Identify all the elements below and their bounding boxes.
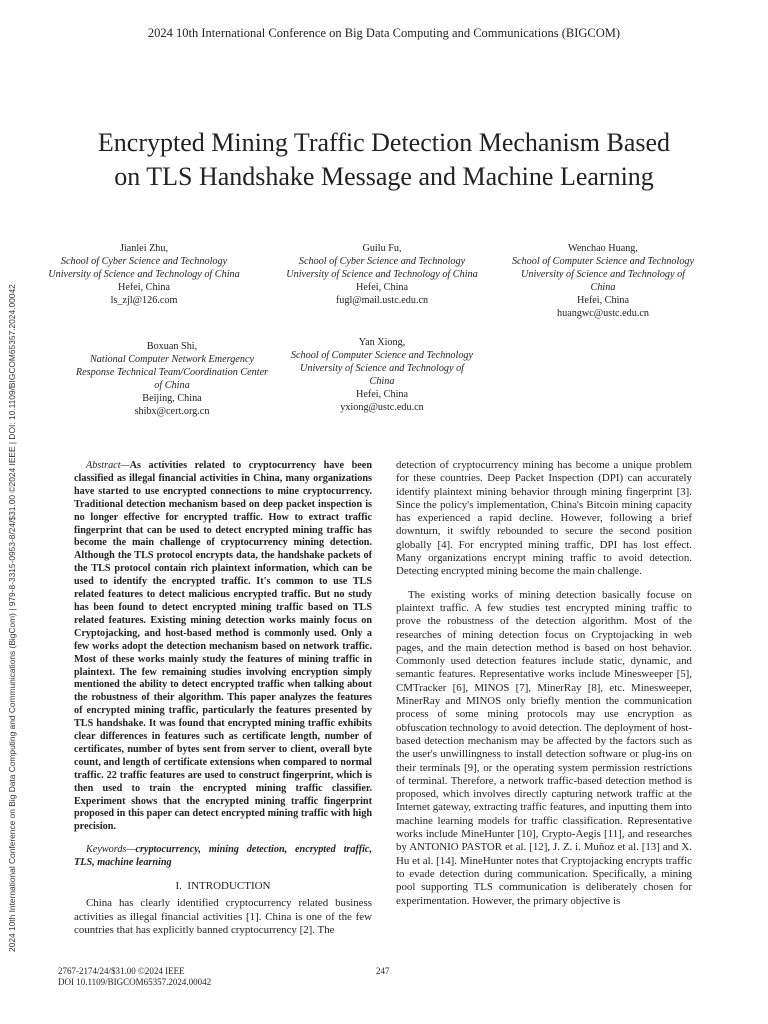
right-column xyxy=(396,459,692,908)
conference-header: 2024 10th International Conference on Big Data Computing and Communications (BIGCOM) xyxy=(147,26,621,40)
author-affiliation: School of Computer Science and Technology xyxy=(290,350,474,361)
author-name: Guilu Fu, xyxy=(362,243,402,254)
footer-issn: 2767-2174/24/$31.00 ©2024 IEEE xyxy=(58,966,185,976)
author-block-3 xyxy=(490,242,716,320)
keywords-text: cryptocurrency, mining detection, encrypted traffic, TLS, machine learning xyxy=(74,844,372,869)
author-university: University of Science and Technology of China xyxy=(300,363,464,387)
author-block-5 xyxy=(278,336,486,414)
footer-doi: DOI 10.1109/BIGCOM65357.2024.00042 xyxy=(58,977,212,987)
abstract-lead: Abstract— xyxy=(86,460,130,471)
paper-title: Encrypted Mining Traffic Detection Mechanism Based on TLS Handshake Message and Machine Learning xyxy=(97,128,671,191)
author-email: ls_zjl@126.com xyxy=(110,295,178,306)
body-paragraph-2: The existing works of mining detection basically focuse on plaintext traffic. A few studies test encrypted mining traffic to prove the robustness of the detection algorithm. Most of the researches of mining detection focus on Cryptojacking in web pages, and the main detection method is based on host behavior. Commonly used detection features include static, dynamic, and semantic features. Representative works include Minesweeper [5], CMTracker [6], MINOS [7], MinerRay [8], etc. Minesweeper, MinerRay and MINOS only briefly mention the communication process of some mining protocols may use encryption as obfuscation technology to avoid detection. The deployment of host-based detection mechanism may be affected by the factors such as the user's unwillingness to install detection software or plug-ins on their terminals [9], or the operating system permission restrictions of terminal. Therefore, a network traffic-based detection method is proposed, which involves directly capturing network traffic at the Internet gateway, extracting traffic features, and inputting them into machine learning models for traffic classification. Representative works include MineHunter [10], Crypto-Aegis [11], and researches by ANTONIO PASTOR et al. [12], J. Z. i. Muñoz et al. [13] and X. Hu et al. [14]. MineHunter notes that Cryptojacking encrypts traffic to evade detection during communication. Specifically, a mining pool supporting TLS communication is deliberately chosen for experimentation. However, the primary objective is xyxy=(396,588,692,907)
author-university: University of Science and Technology of China xyxy=(521,269,685,293)
author-city: Hefei, China xyxy=(576,295,630,306)
author-city: Beijing, China xyxy=(142,393,202,404)
intro-paragraph: China has clearly identified cryptocurrency related business activities as illegal financial activities [1]. China is one of the few countries that has explicitly banned cryptocurrency [2]. The xyxy=(74,897,372,936)
keywords xyxy=(74,844,372,870)
author-block-4 xyxy=(74,340,270,418)
author-name: Jianlei Zhu, xyxy=(119,243,169,254)
author-affiliation: School of Cyber Science and Technology xyxy=(298,256,466,267)
author-block-1 xyxy=(44,242,244,307)
section-heading-introduction: I. INTRODUCTION xyxy=(175,880,271,893)
author-city: Hefei, China xyxy=(117,282,171,293)
doi-sidebar xyxy=(3,192,21,952)
author-email: fugl@mail.ustc.edu.cn xyxy=(335,295,429,306)
author-university: University of Science and Technology of China xyxy=(48,269,240,280)
author-affiliation: School of Computer Science and Technology xyxy=(511,256,695,267)
page-number: 247 xyxy=(376,966,390,976)
author-city: Hefei, China xyxy=(355,282,409,293)
author-email: shibx@cert.org.cn xyxy=(134,406,210,417)
abstract-text: As activities related to cryptocurrency have been classified as illegal financial activities in China, many organizations have started to use encrypted connections to mine cryptocurrency. Traditional detection mechanism based on deep packet inspection is no longer effective for encrypted traffic. How to extract traffic fingerprint that can be used to detect encrypted mining traffic has become the main challenge of cryptocurrency mining detection. Although the TLS protocol encrypts data, the handshake packets of the TLS protocol contain rich plaintext information, which can be used to identify the encrypted traffic. It's common to use TLS related features to detect malicious encrypted traffic. But no study has been found to detect encrypted mining traffic based on TLS related features. Existing mining detection works mainly focus on Cryptojacking, and host-based method is commonly used. Only a few works adopt the detection mechanism based on network traffic. Most of these works mainly study the features of mining traffic in plaintext. The few remaining studies involving encryption simply mentioned the ability to detect encrypted traffic when talking about the robustness of their algorithm. This paper analyzes the features of encrypted mining traffic, particularly the features presented by TLS handshake. It was found that encrypted mining traffic exhibits clear differences in features such as certificate length, number of certificates, number of bytes sent from server to client, overall byte count, and length of certificate extensions when compared to normal traffic. 22 traffic features are used to construct fingerprint, which is then used to train the encrypted mining traffic classifier. Experiment shows that the encrypted mining traffic fingerprint proposed in this paper can detect encrypted mining traffic with high precision. xyxy=(74,460,372,833)
author-email: huangwc@ustc.edu.cn xyxy=(557,308,649,319)
left-column xyxy=(74,460,372,937)
author-affiliation: School of Cyber Science and Technology xyxy=(60,256,228,267)
keywords-lead: Keywords— xyxy=(86,844,136,856)
author-university: University of Science and Technology of China xyxy=(286,269,478,280)
abstract xyxy=(74,460,372,834)
author-name: Boxuan Shi, xyxy=(146,341,198,352)
footer-copyright xyxy=(58,966,211,988)
author-affiliation: National Computer Network Emergency Response Technical Team/Coordination Center of China xyxy=(75,354,269,391)
doi-sidebar-text: 2024 10th International Conference on Big Data Computing and Communications (BigCom) | 979-8-3315-0953-8/24/$31.00 ©2024 IEEE | DOI: 10.1109/BIGCOM65357.2024.00042 xyxy=(7,284,17,952)
author-city: Hefei, China xyxy=(355,389,409,400)
body-paragraph-1: detection of cryptocurrency mining has become a unique problem for these countries. Deep Packet Inspection (DPI) can accurately identify plaintext mining behavior through mining fingerprint [3]. Since the policy's implementation, China's Bitcoin mining capacity has experienced a rapid decline. However, following a brief downturn, it swiftly rebounded to secure the second position globally [4]. For encrypted mining traffic, DPI has lost effect. Many organizations encrypt mining traffic to avoid detection. Detecting encrypted mining become the main challenge. xyxy=(396,459,692,578)
author-name: Wenchao Huang, xyxy=(568,243,638,254)
author-block-2 xyxy=(282,242,482,307)
author-name: Yan Xiong, xyxy=(358,337,406,348)
author-email: yxiong@ustc.edu.cn xyxy=(340,402,424,413)
